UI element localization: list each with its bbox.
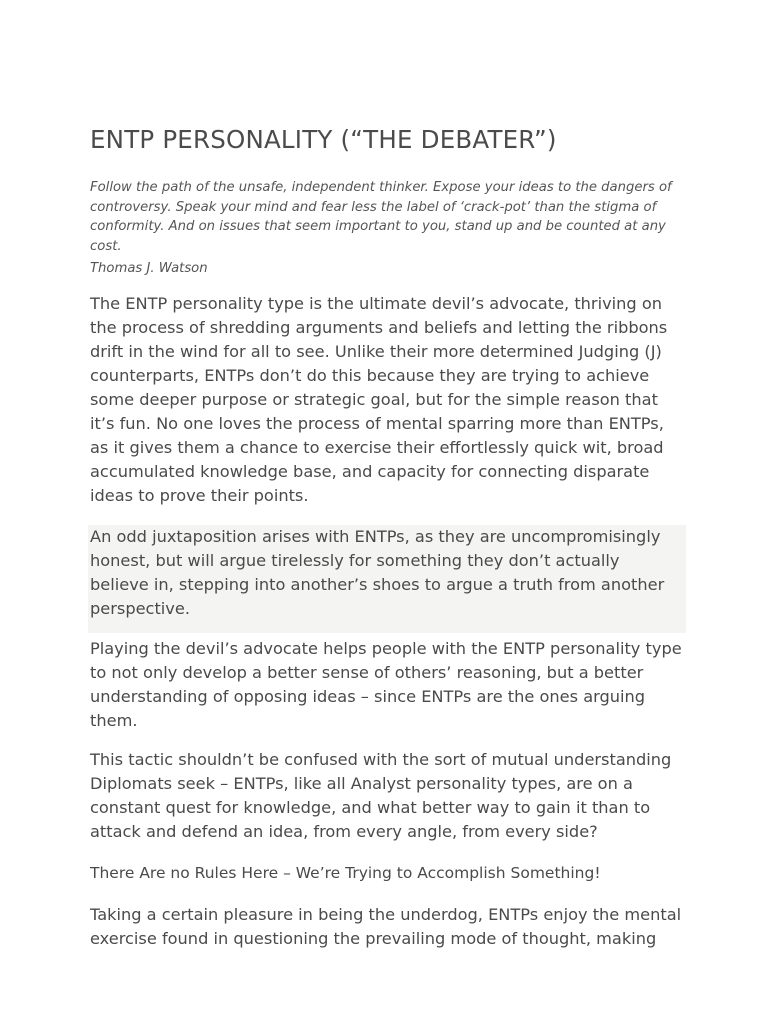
page-title: ENTP PERSONALITY (“THE DEBATER”) <box>90 125 557 154</box>
paragraph-devils-advocate: Playing the devil’s advocate helps people with the ENTP personality type to not only develop a better sense of others’ reasoning, but a better understanding of opposing ideas – since ENTPs are the ones arguing them. <box>90 638 682 730</box>
highlighted-block <box>88 525 686 633</box>
paragraph-highlighted: An odd juxtaposition arises with ENTPs, as they are uncompromisingly honest, but will argue tirelessly for something they don’t actually believe in, stepping into another’s shoes to argue a truth from another perspective. <box>90 526 665 618</box>
article <box>90 124 682 951</box>
section-heading: There Are no Rules Here – We’re Trying to Accomplish Something! <box>90 863 601 882</box>
paragraph-underdog: Taking a certain pleasure in being the underdog, ENTPs enjoy the mental exercise found in questioning the prevailing mode of thought, making <box>90 904 682 948</box>
epigraph-author: Thomas J. Watson <box>90 261 208 276</box>
paragraph-intro: The ENTP personality type is the ultimate devil’s advocate, thriving on the process of shredding arguments and beliefs and letting the ribbons drift in the wind for all to see. Unlike their more determined Judging (J) counterparts, ENTPs don’t do this because they are trying to achieve some deeper purpose or strategic goal, but for the simple reason that it’s fun. No one loves the process of mental sparring more than ENTPs, as it gives them a chance to exercise their effortlessly quick wit, broad accumulated knowledge base, and capacity for connecting disparate ideas to prove their points. <box>90 293 668 505</box>
paragraph-tactic: This tactic shouldn’t be confused with the sort of mutual understanding Diplomats seek – ENTPs, like all Analyst personality types, are on a constant quest for knowledge, and what better way to gain it than to attack and defend an idea, from every angle, from every side? <box>90 749 672 841</box>
epigraph-quote: Follow the path of the unsafe, independent thinker. Expose your ideas to the dangers of controversy. Speak your mind and fear less the label of ‘crack-pot’ than the stigma of conformity. And on issues that seem important to you, stand up and be counted at any cost. <box>90 180 672 254</box>
